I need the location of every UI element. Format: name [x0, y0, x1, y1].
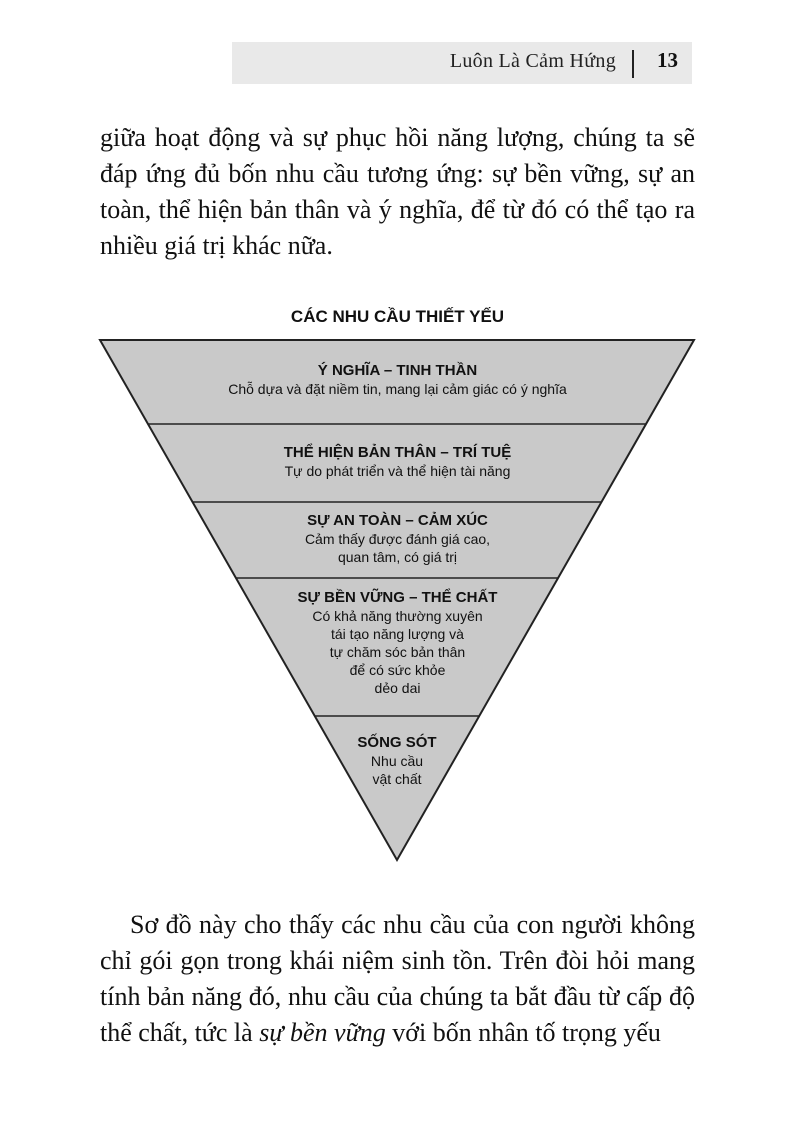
- tier-title: THỂ HIỆN BẢN THÂN – TRÍ TUỆ: [283, 444, 512, 461]
- tier-desc: để có sức khỏe: [349, 662, 446, 678]
- tier-desc: tái tạo năng lượng và: [331, 626, 464, 642]
- diagram-title: CÁC NHU CẦU THIẾT YẾU: [290, 307, 505, 326]
- tier-desc: quan tâm, có giá trị: [337, 549, 458, 565]
- tier-title: SỰ BỀN VỮNG – THỂ CHẤT: [297, 589, 498, 606]
- tier-desc: Tự do phát triển và thể hiện tài năng: [284, 463, 511, 479]
- tier-title: Ý NGHĨA – TINH THẦN: [317, 362, 478, 379]
- tier-desc: vật chất: [372, 771, 422, 787]
- tier-desc: dẻo dai: [374, 680, 421, 696]
- body-text: với bốn nhân tố trọng yếu: [385, 1018, 661, 1047]
- intro-paragraph: giữa hoạt động và sự phục hồi năng lượng, chúng ta sẽ đáp ứng đủ bốn nhu cầu tương ứng: sự bền vững, sự an toàn, thể hiện bản thân và ý nghĩa, để từ đó có thể tạo ra nhiều giá trị khác nữa.: [100, 123, 695, 260]
- page-number: 13: [657, 48, 678, 72]
- tier-desc: Cảm thấy được đánh giá cao,: [304, 531, 491, 547]
- body-italic-term: sự bền vững: [259, 1018, 386, 1047]
- tier-safety: [260, 511, 535, 566]
- body-paragraph: [100, 907, 695, 1051]
- book-title: Luôn Là Cảm Hứng: [449, 50, 616, 72]
- tier-title: SỰ AN TOÀN – CẢM XÚC: [307, 512, 488, 529]
- body-text: Sơ đồ này cho thấy các nhu cầu của con người không chỉ gói gọn trong khái niệm sinh tồn. Trên đòi hỏi mang tính bản năng đó, nhu cầu của chúng ta bắt đầu từ cấp độ thể chất, tức là: [100, 910, 695, 1047]
- tier-sustainability: [280, 588, 515, 697]
- tier-desc: Chỗ dựa và đặt niềm tin, mang lại cảm giác có ý nghĩa: [228, 381, 567, 397]
- tier-survival: [317, 733, 477, 788]
- tier-self-expression: [230, 443, 565, 480]
- tier-title: SỐNG SÓT: [357, 734, 437, 751]
- tier-meaning: [200, 361, 595, 398]
- tier-desc: Có khả năng thường xuyên: [312, 608, 483, 624]
- tier-desc: Nhu cầu: [370, 753, 424, 769]
- tier-desc: tự chăm sóc bản thân: [329, 644, 466, 660]
